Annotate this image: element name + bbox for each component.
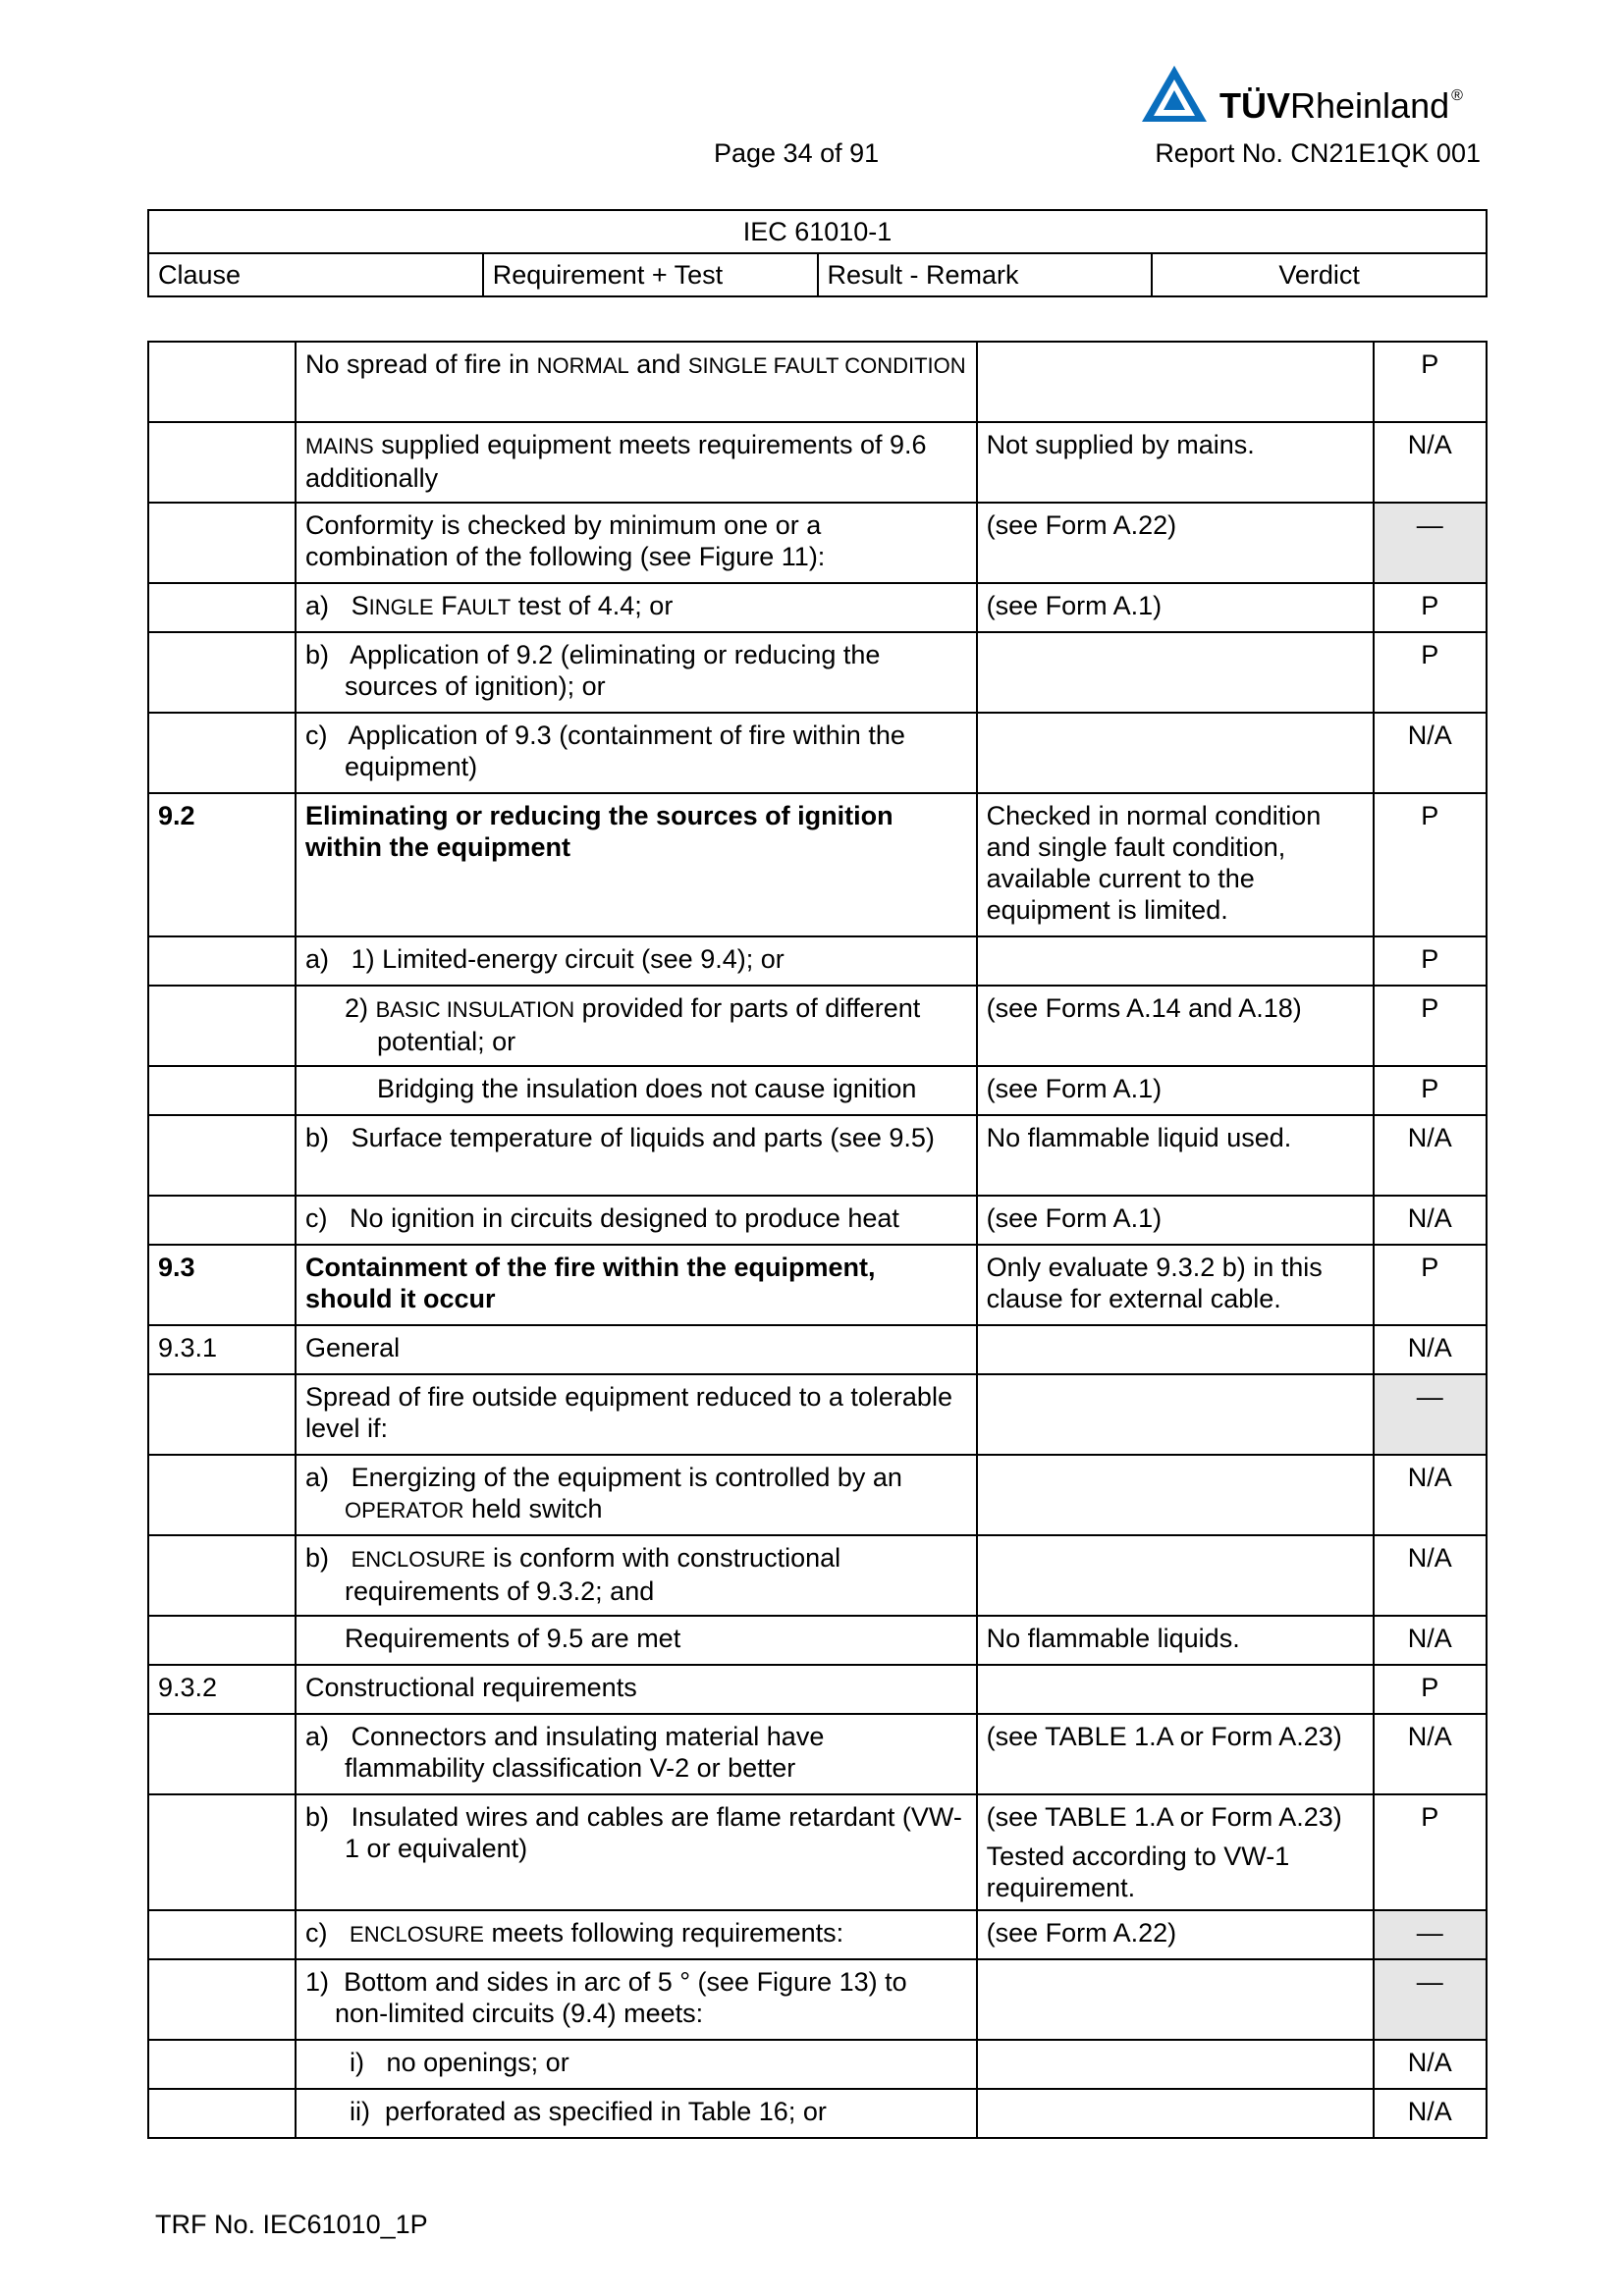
clause-cell <box>148 1959 296 2040</box>
table-row <box>148 632 1487 713</box>
verdict-cell: — <box>1374 1910 1487 1959</box>
requirement-cell: Containment of the fire within the equipment, should it occur <box>296 1245 977 1325</box>
table-row <box>148 1325 1487 1374</box>
result-cell <box>977 342 1374 422</box>
verdict-cell: — <box>1374 1374 1487 1455</box>
logo-wordmark: TÜVRheinland ® <box>1219 85 1463 126</box>
verdict-cell: P <box>1374 583 1487 632</box>
requirement-cell: ii) perforated as specified in Table 16; or <box>296 2089 977 2138</box>
result-cell <box>977 1455 1374 1535</box>
table-row <box>148 1196 1487 1245</box>
requirement-cell: Spread of fire outside equipment reduced to a tolerable level if: <box>296 1374 977 1455</box>
result-cell: Not supplied by mains. <box>977 422 1374 503</box>
result-cell <box>977 632 1374 713</box>
clause-cell <box>148 1794 296 1910</box>
table-row <box>148 1245 1487 1325</box>
clause-cell <box>148 583 296 632</box>
verdict-cell: N/A <box>1374 2040 1487 2089</box>
column-header-requirement: Requirement + Test <box>483 253 818 296</box>
requirement-cell: MAINS supplied equipment meets requirements of 9.6 additionally <box>296 422 977 503</box>
column-header-verdict: Verdict <box>1152 253 1487 296</box>
clause-cell <box>148 936 296 986</box>
requirement-cell: a) 1) Limited-energy circuit (see 9.4); or <box>296 936 977 986</box>
result-cell: (see Forms A.14 and A.18) <box>977 986 1374 1066</box>
verdict-cell: P <box>1374 342 1487 422</box>
verdict-cell: N/A <box>1374 2089 1487 2138</box>
table-row <box>148 2040 1487 2089</box>
requirement-cell: i) no openings; or <box>296 2040 977 2089</box>
result-cell: (see TABLE 1.A or Form A.23) <box>977 1714 1374 1794</box>
table-row <box>148 2089 1487 2138</box>
table-row <box>148 1455 1487 1535</box>
requirement-cell: c) Application of 9.3 (containment of fire within the equipment) <box>296 713 977 793</box>
table-row <box>148 1959 1487 2040</box>
table-row <box>148 1115 1487 1196</box>
table-row <box>148 1616 1487 1665</box>
requirement-cell: a) SINGLE FAULT test of 4.4; or <box>296 583 977 632</box>
result-cell: No flammable liquid used. <box>977 1115 1374 1196</box>
table-row <box>148 503 1487 583</box>
table-row <box>148 1665 1487 1714</box>
clause-cell: 9.3.2 <box>148 1665 296 1714</box>
result-cell <box>977 1374 1374 1455</box>
clause-cell: 9.2 <box>148 793 296 936</box>
requirement-cell: Constructional requirements <box>296 1665 977 1714</box>
result-cell: (see Form A.22) <box>977 503 1374 583</box>
column-header-clause: Clause <box>148 253 483 296</box>
table-row <box>148 342 1487 422</box>
verdict-cell: — <box>1374 1959 1487 2040</box>
result-cell <box>977 1959 1374 2040</box>
requirement-cell: a) Connectors and insulating material have flammability classification V-2 or better <box>296 1714 977 1794</box>
result-cell: (see Form A.1) <box>977 583 1374 632</box>
clause-cell <box>148 1910 296 1959</box>
clause-cell <box>148 1455 296 1535</box>
result-cell: No flammable liquids. <box>977 1616 1374 1665</box>
clause-cell <box>148 2040 296 2089</box>
table-row <box>148 1066 1487 1115</box>
clause-cell <box>148 632 296 713</box>
clause-cell <box>148 503 296 583</box>
verdict-cell: N/A <box>1374 1455 1487 1535</box>
trf-number: TRF No. IEC61010_1P <box>155 2210 428 2239</box>
table-row <box>148 793 1487 936</box>
verdict-cell: N/A <box>1374 1115 1487 1196</box>
verdict-cell: P <box>1374 632 1487 713</box>
clause-cell <box>148 713 296 793</box>
requirement-cell: 2) BASIC INSULATION provided for parts of different potential; or <box>296 986 977 1066</box>
verdict-cell: P <box>1374 1066 1487 1115</box>
verdict-cell: — <box>1374 503 1487 583</box>
result-cell <box>977 2040 1374 2089</box>
page-number: Page 34 of 91 <box>714 138 880 168</box>
standard-header-table <box>147 209 1488 297</box>
tuv-rheinland-triangle-icon <box>1139 63 1210 126</box>
clause-cell <box>148 1196 296 1245</box>
result-cell <box>977 2089 1374 2138</box>
company-logo <box>1139 59 1483 128</box>
verdict-cell: N/A <box>1374 713 1487 793</box>
verdict-cell: N/A <box>1374 1325 1487 1374</box>
verdict-cell: N/A <box>1374 1616 1487 1665</box>
requirement-cell: Bridging the insulation does not cause ignition <box>296 1066 977 1115</box>
table-row <box>148 986 1487 1066</box>
verdict-cell: P <box>1374 1245 1487 1325</box>
verdict-cell: P <box>1374 1665 1487 1714</box>
column-header-result: Result - Remark <box>818 253 1153 296</box>
clause-cell <box>148 342 296 422</box>
clause-cell <box>148 1714 296 1794</box>
requirement-cell: No spread of fire in NORMAL and SINGLE FAULT CONDITION <box>296 342 977 422</box>
requirements-table <box>147 341 1488 2139</box>
clause-cell <box>148 2089 296 2138</box>
result-cell <box>977 713 1374 793</box>
verdict-cell: N/A <box>1374 1535 1487 1616</box>
verdict-cell: N/A <box>1374 1714 1487 1794</box>
table-row <box>148 1794 1487 1910</box>
clause-cell <box>148 1535 296 1616</box>
result-cell <box>977 936 1374 986</box>
verdict-cell: P <box>1374 1794 1487 1910</box>
requirement-cell: Requirements of 9.5 are met <box>296 1616 977 1665</box>
result-cell: (see TABLE 1.A or Form A.23) Tested according to VW-1 requirement. <box>977 1794 1374 1910</box>
requirement-cell: b) Application of 9.2 (eliminating or reducing the sources of ignition); or <box>296 632 977 713</box>
verdict-cell: P <box>1374 936 1487 986</box>
clause-cell: 9.3 <box>148 1245 296 1325</box>
verdict-cell: N/A <box>1374 422 1487 503</box>
requirement-cell: General <box>296 1325 977 1374</box>
clause-cell <box>148 1115 296 1196</box>
clause-cell <box>148 1066 296 1115</box>
requirement-cell: b) ENCLOSURE is conform with constructional requirements of 9.3.2; and <box>296 1535 977 1616</box>
requirement-cell: 1) Bottom and sides in arc of 5 ° (see Figure 13) to non-limited circuits (9.4) meets: <box>296 1959 977 2040</box>
clause-cell <box>148 986 296 1066</box>
table-row <box>148 936 1487 986</box>
requirement-cell: a) Energizing of the equipment is controlled by an OPERATOR held switch <box>296 1455 977 1535</box>
table-row <box>148 713 1487 793</box>
result-cell: Only evaluate 9.3.2 b) in this clause for external cable. <box>977 1245 1374 1325</box>
result-cell <box>977 1535 1374 1616</box>
requirement-cell: b) Insulated wires and cables are flame retardant (VW-1 or equivalent) <box>296 1794 977 1910</box>
standard-title: IEC 61010-1 <box>148 210 1487 253</box>
table-row <box>148 1374 1487 1455</box>
table-row <box>148 422 1487 503</box>
requirement-cell: c) No ignition in circuits designed to produce heat <box>296 1196 977 1245</box>
table-row <box>148 1714 1487 1794</box>
table-row <box>148 1535 1487 1616</box>
clause-cell: 9.3.1 <box>148 1325 296 1374</box>
requirement-cell: b) Surface temperature of liquids and parts (see 9.5) <box>296 1115 977 1196</box>
requirement-cell: c) ENCLOSURE meets following requirements: <box>296 1910 977 1959</box>
result-cell: (see Form A.1) <box>977 1196 1374 1245</box>
result-cell <box>977 1325 1374 1374</box>
result-cell: Checked in normal condition and single fault condition, available current to the equipment is limited. <box>977 793 1374 936</box>
requirement-cell: Eliminating or reducing the sources of ignition within the equipment <box>296 793 977 936</box>
report-number: Report No. CN21E1QK 001 <box>1155 138 1481 168</box>
verdict-cell: P <box>1374 986 1487 1066</box>
requirement-cell: Conformity is checked by minimum one or a combination of the following (see Figure 11): <box>296 503 977 583</box>
result-cell: (see Form A.1) <box>977 1066 1374 1115</box>
table-row <box>148 583 1487 632</box>
result-cell <box>977 1665 1374 1714</box>
table-row <box>148 1910 1487 1959</box>
clause-cell <box>148 1374 296 1455</box>
clause-cell <box>148 1616 296 1665</box>
clause-cell <box>148 422 296 503</box>
verdict-cell: P <box>1374 793 1487 936</box>
verdict-cell: N/A <box>1374 1196 1487 1245</box>
result-cell: (see Form A.22) <box>977 1910 1374 1959</box>
